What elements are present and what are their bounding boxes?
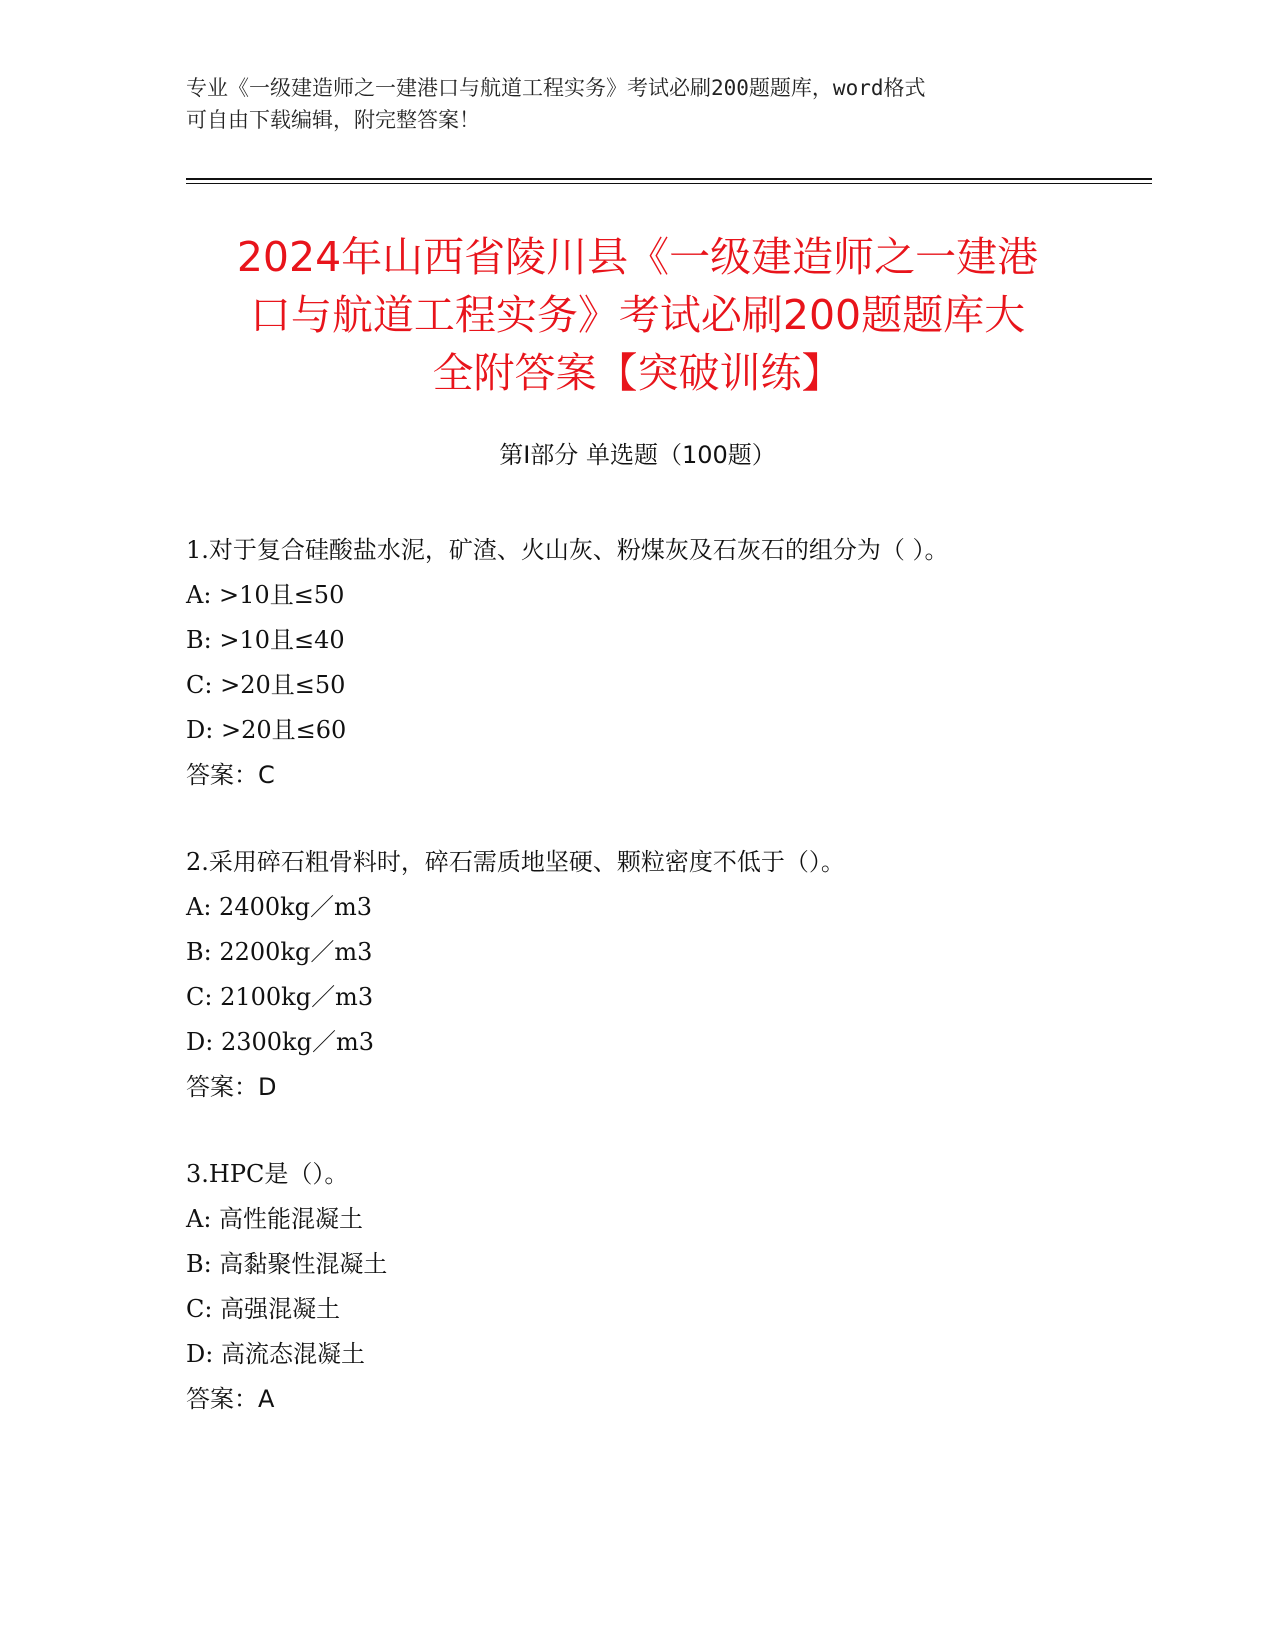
option-a: A: 2400kg／m3 <box>186 893 373 921</box>
title-line: 2024年山西省陵川县《一级建造师之一建港 <box>236 233 1039 281</box>
option-b: B: 高黏聚性混凝土 <box>186 1250 388 1278</box>
question-text: 3.HPC是（）。 <box>186 1160 349 1188</box>
option-d: D: 2300kg／m3 <box>186 1028 374 1056</box>
option-c: C: >20且≤50 <box>186 671 346 699</box>
question-text: 2.采用碎石粗骨料时，碎石需质地坚硬、颗粒密度不低于（）。 <box>186 848 845 876</box>
option-d: D: >20且≤60 <box>186 716 347 744</box>
header-note-line: 可自由下载编辑，附完整答案！ <box>186 108 480 132</box>
option-c: C: 高强混凝土 <box>186 1295 341 1323</box>
answer: 答案：A <box>186 1385 275 1413</box>
section-heading: 第I部分 单选题（100题） <box>499 441 776 469</box>
answer: 答案：C <box>186 761 275 789</box>
header-note <box>186 72 1086 136</box>
question-item <box>186 1152 1086 1422</box>
document-title <box>0 228 1275 402</box>
answer: 答案：D <box>186 1073 277 1101</box>
title-line: 全附答案【突破训练】 <box>432 349 843 397</box>
question-item <box>186 528 1086 798</box>
header-divider-thin <box>186 183 1152 184</box>
option-d: D: 高流态混凝土 <box>186 1340 365 1368</box>
header-divider-thick <box>186 178 1152 180</box>
option-a: A: 高性能混凝土 <box>186 1205 364 1233</box>
title-line: 口与航道工程实务》考试必刷200题题库大 <box>249 291 1026 339</box>
option-b: B: >10且≤40 <box>186 626 345 654</box>
question-item <box>186 840 1086 1110</box>
header-note-line: 专业《一级建造师之一建港口与航道工程实务》考试必刷200题题库，word格式 <box>186 76 926 100</box>
question-list <box>186 528 1086 1464</box>
option-c: C: 2100kg／m3 <box>186 983 374 1011</box>
question-text: 1.对于复合硅酸盐水泥，矿渣、火山灰、粉煤灰及石灰石的组分为（ ）。 <box>186 536 949 564</box>
option-a: A: >10且≤50 <box>186 581 345 609</box>
option-b: B: 2200kg／m3 <box>186 938 373 966</box>
